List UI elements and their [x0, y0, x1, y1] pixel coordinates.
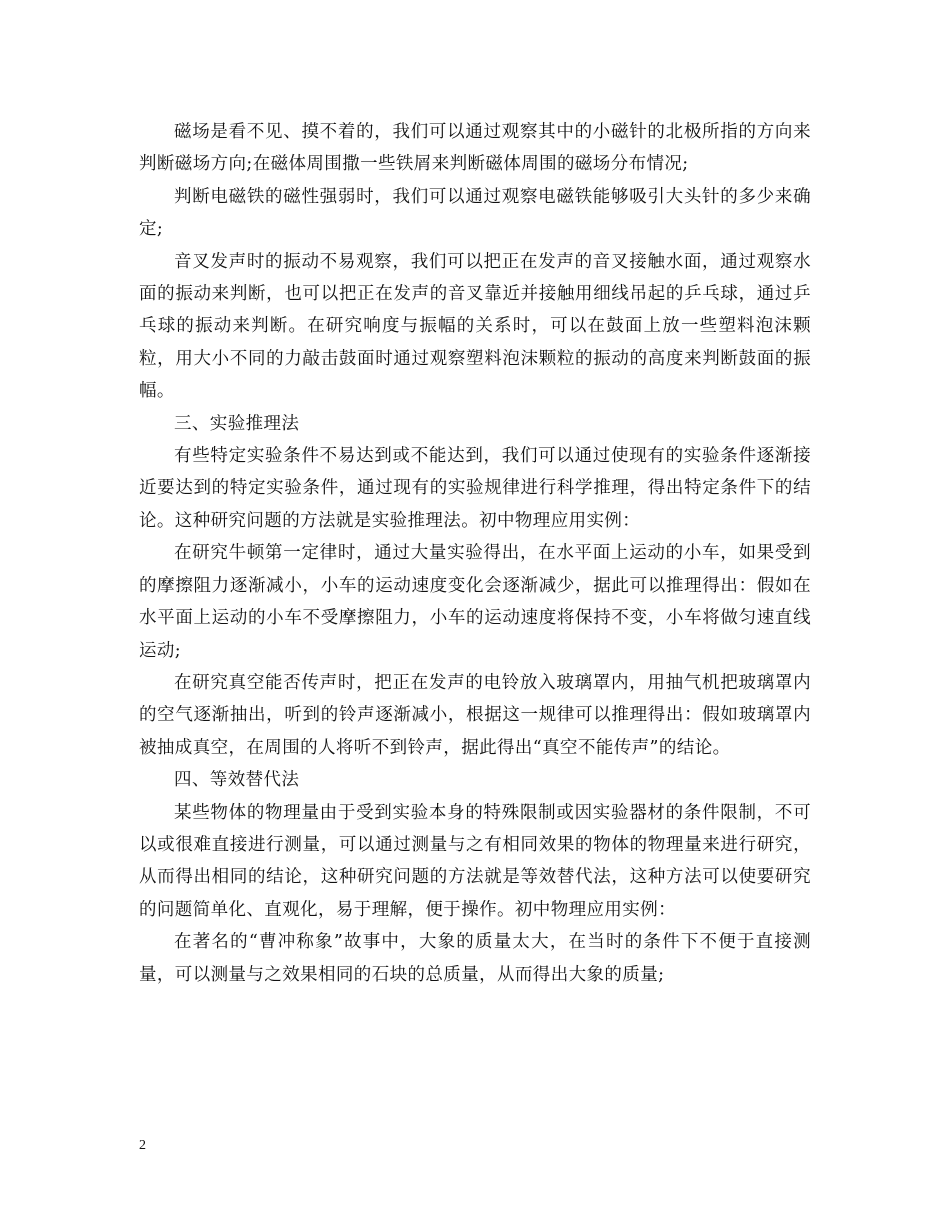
section-heading-equivalent-substitution: 四、等效替代法 — [174, 770, 300, 791]
page-body — [139, 116, 811, 991]
paragraph-tuning-fork: 音叉发声时的振动不易观察，我们可以把正在发声的音叉接触水面，通过观察水面的振动来判断，也可以把正在发声的音叉靠近并接触用细线吊起的乒乓球，通过乒乓球的振动来判断。在研究响度与振幅的关系时，可以在鼓面上放一些塑料泡沫颗粒，用大小不同的力敲击鼓面时通过观察塑料泡沫颗粒的振动的高度来判断鼓面的振幅。 — [139, 251, 811, 402]
page-number: 2 — [139, 1138, 146, 1153]
paragraph-newton-first-law: 在研究牛顿第一定律时，通过大量实验得出，在水平面上运动的小车，如果受到的摩擦阻力逐渐减小，小车的运动速度变化会逐渐减少，据此可以推理得出：假如在水平面上运动的小车不受摩擦阻力，小车的运动速度将保持不变，小车将做匀速直线运动; — [139, 543, 811, 661]
section-heading-experimental-reasoning: 三、实验推理法 — [174, 413, 300, 434]
paragraph-electromagnet: 判断电磁铁的磁性强弱时，我们可以通过观察电磁铁能够吸引大头针的多少来确定; — [139, 186, 811, 240]
paragraph-reasoning-intro: 有些特定实验条件不易达到或不能达到，我们可以通过使现有的实验条件逐渐接近要达到的特定实验条件，通过现有的实验规律进行科学推理，得出特定条件下的结论。这种研究问题的方法就是实验推理法。初中物理应用实例： — [139, 446, 811, 531]
paragraph-cao-chong: 在著名的“曹冲称象”故事中，大象的质量太大，在当时的条件下不便于直接测量，可以测量与之效果相同的石块的总质量，从而得出大象的质量; — [139, 932, 811, 985]
paragraph-substitution-intro: 某些物体的物理量由于受到实验本身的特殊限制或因实验器材的条件限制，不可以或很难直接进行测量，可以通过测量与之有相同效果的物体的物理量来进行研究，从而得出相同的结论，这种研究问题的方法就是等效替代法，这种方法可以使要研究的问题简单化、直观化，易于理解，便于操作。初中物理应用实例： — [139, 802, 811, 920]
paragraph-magnetic-field: 磁场是看不见、摸不着的，我们可以通过观察其中的小磁针的北极所指的方向来判断磁场方向;在磁体周围撒一些铁屑来判断磁体周围的磁场分布情况; — [139, 122, 811, 175]
paragraph-vacuum-sound: 在研究真空能否传声时，把正在发声的电铃放入玻璃罩内，用抽气机把玻璃罩内的空气逐渐抽出，听到的铃声逐渐减小，根据这一规律可以推理得出：假如玻璃罩内被抽成真空，在周围的人将听不到铃声，据此得出“真空不能传声”的结论。 — [139, 672, 811, 758]
